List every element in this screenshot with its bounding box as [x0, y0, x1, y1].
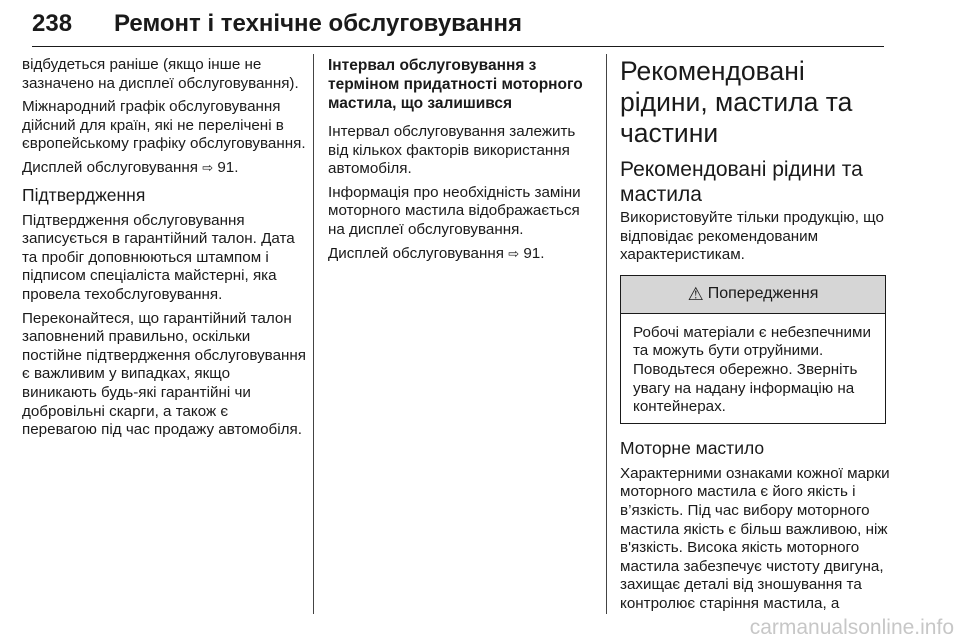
column-2 — [328, 56, 598, 269]
warning-box — [620, 275, 886, 424]
section-heading-confirmation: Підтвердження — [22, 184, 146, 205]
service-display-reference — [22, 159, 307, 179]
paragraph: Характерними ознаками кожної марки моторного мастила є його якість і в’язкість. Під час вибору моторного мастила якість є більш важливою, ніж в'язкість. Висока якість моторного мастила забезпечує чистоту двигуна, захищає деталі від зношування та контролює старіння мастила, а — [620, 464, 890, 612]
reference-arrow-icon: ⇨ — [508, 246, 520, 262]
chapter-title: Ремонт і технічне обслуговування — [114, 10, 522, 37]
warning-text: Робочі матеріали є небезпечними та можуть бути отруйними. Поводьтеся обережно. Зверніть увагу на надану інформацію на контейнерах. — [633, 323, 871, 416]
warning-header — [621, 276, 885, 314]
paragraph: відбудеться раніше (якщо інше не зазначено на дисплеї обслуговування). — [22, 56, 299, 92]
paragraph: Підтвердження обслуговування записується в гарантійний талон. Дата та пробіг доповнюються штампом і підписом спеціаліста майстерні, яка провела техобслуговування. — [22, 211, 295, 303]
reference-page: 91. — [523, 244, 545, 262]
paragraph: Переконайтеся, що гарантійний талон заповнений правильно, оскільки постійне підтвердження обслуговування є важливим у випадках, якщо виникають будь-які гарантійні чи добровільні скарги, а також є перевагою під час продажу автомобіля. — [22, 309, 307, 439]
column-divider — [606, 54, 607, 614]
service-display-reference — [328, 245, 598, 265]
column-1 — [22, 56, 307, 445]
section-heading-oil-interval: Інтервал обслуговування з терміном придатності моторного мастила, що залишився — [328, 57, 583, 112]
section-title-recommended: Рекомендовані рідини, мастила та частини — [620, 56, 853, 148]
warning-triangle-icon: ⚠ — [687, 283, 704, 304]
warning-body — [621, 314, 885, 423]
paragraph: Інформація про необхідність заміни моторного мастила відображається на дисплеї обслуговування. — [328, 183, 581, 238]
subsection-title-fluids: Рекомендовані рідини та мастила — [620, 158, 863, 206]
page-number: 238 — [32, 10, 73, 37]
warning-title: Попередження — [707, 285, 819, 303]
paragraph: Використовуйте тільки продукцію, що відповідає рекомендованим характеристикам. — [620, 209, 884, 264]
page-header — [32, 6, 884, 47]
paragraph: Інтервал обслуговування залежить від кількох факторів використання автомобіля. — [328, 123, 576, 178]
reference-arrow-icon: ⇨ — [202, 160, 214, 176]
column-divider — [313, 54, 314, 614]
column-3 — [620, 56, 896, 619]
reference-page: 91. — [217, 158, 239, 176]
reference-text: Дисплей обслуговування — [22, 158, 198, 176]
watermark: carmanualsonline.info — [749, 616, 954, 639]
reference-text: Дисплей обслуговування — [328, 244, 504, 262]
section-heading-engine-oil: Моторне мастило — [620, 437, 765, 458]
paragraph: Міжнародний графік обслуговування дійсний для країн, які не перелічені в європейському графіку обслуговування. — [22, 98, 306, 153]
